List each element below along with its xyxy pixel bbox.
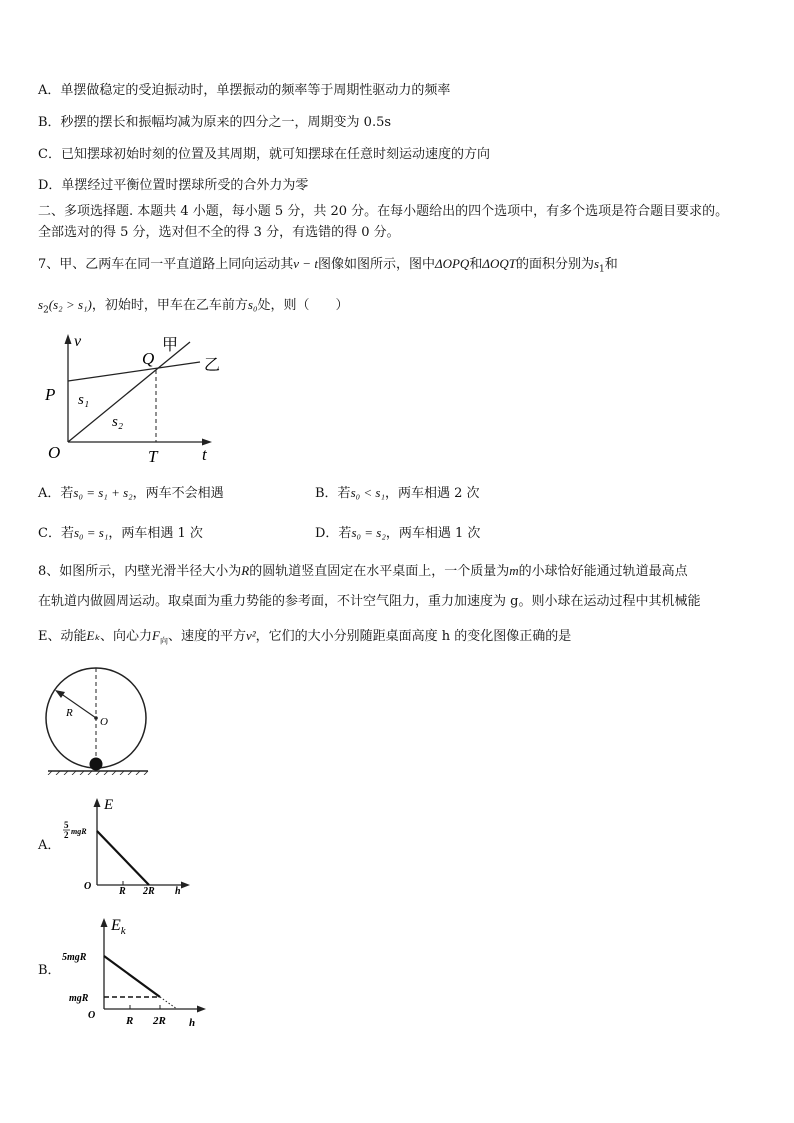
q7-s1-sub: 1 (599, 264, 605, 275)
a-label-2r: 2R (143, 886, 155, 897)
q7-label-t-axis: t (202, 445, 207, 464)
a-label-o: O (84, 881, 92, 892)
q7-option-b-prefix: B．若 (315, 486, 351, 501)
q7-option-b (315, 484, 480, 503)
q8-label-o: O (100, 716, 108, 728)
q7-label-v: v (74, 333, 82, 350)
q7-option-b-math: s₀ < s₁ (350, 485, 385, 500)
q6-option-c: C．已知摆球初始时刻的位置及其周期，就可知摆球在任意时刻运动速度的方向 (38, 147, 490, 162)
q7-option-a-text: ，两车不会相遇 (132, 486, 224, 501)
q8-option-a-graph (60, 793, 200, 897)
q7-s2-sub: 2 (43, 305, 49, 316)
q8-stem-line1 (38, 562, 688, 581)
q8-ball (90, 758, 103, 771)
q7-option-d-prefix: D．若 (315, 526, 352, 541)
q8-f-sub: 向 (159, 636, 168, 646)
q7-option-c (38, 524, 203, 543)
section2-instructions-line2: 全部选对的得 5 分，选对但不全的得 3 分，有选错的得 0 分。 (38, 225, 400, 240)
q6-option-a: A．单摆做稳定的受迫振动时，单摆振动的频率等于周期性驱动力的频率 (38, 83, 451, 98)
q7-label-s2: s₂ (112, 414, 124, 430)
q8-option-b-label: B． (38, 963, 61, 978)
a-ytick-num: 5 (64, 820, 69, 830)
q7-stem-line2 (38, 296, 349, 320)
q7-label-q: Q (142, 349, 155, 368)
q6-option-d: D．单摆经过平衡位置时摆球所受的合外力为零 (38, 178, 309, 193)
q8-stem-line2: 在轨道内做圆周运动。取桌面为重力势能的参考面，不计空气阻力，重力加速度为 g。则小球在运动过程中其机械能 (38, 594, 701, 609)
q7-text-3: 的面积分别为 (515, 257, 594, 272)
a-x-arrow (181, 882, 190, 889)
q7-option-c-text: ，两车相遇 1 次 (108, 526, 203, 541)
q8-text-6: 、速度的平方 (167, 629, 246, 644)
b-y-arrow (101, 918, 108, 927)
q8-ek: Eₖ (86, 628, 100, 643)
section2-instructions-line1: 二、多项选择题. 本题共 4 小题，每小题 5 分，共 20 分。在每小题给出的四个选项中，有多个选项是符合题目要求的。 (38, 204, 729, 219)
q8-option-b-graph (60, 908, 220, 1032)
q7-vt: v − t (293, 256, 318, 271)
q6-option-b: B．秒摆的摆长和振幅均减为原来的四分之一，周期变为 0.5s (38, 115, 392, 130)
q7-label-p: P (45, 385, 56, 404)
q7-label-o: O (48, 443, 61, 462)
q8-center-dot (94, 716, 98, 720)
q7-and: 和 (469, 257, 483, 272)
q8-text-1: 8、如图所示，内壁光滑半径大小为 (38, 564, 242, 579)
a-ytick-den: 2 (64, 830, 69, 840)
q8-option-a-label: A． (38, 838, 61, 853)
q8-stem-line3 (38, 627, 571, 651)
q8-text-7: ，它们的大小分别随距桌面高度 h 的变化图像正确的是 (255, 629, 572, 644)
q7-s1: s (593, 256, 600, 271)
q7-triangle-opq: ΔOPQ (434, 256, 470, 271)
b-label-o: O (88, 1010, 96, 1021)
a-label-e: E (104, 797, 114, 813)
q7-line-yi (68, 362, 200, 381)
q7-text-1: 7、甲、乙两车在同一平直道路上同向运动其 (38, 257, 294, 272)
b-x-arrow (197, 1006, 206, 1013)
q7-option-d (315, 524, 480, 543)
q8-radius-arrowhead (55, 690, 65, 698)
b-graph-line (104, 956, 160, 997)
q7-graph-v-arrow (65, 334, 72, 344)
q7-option-c-math: s₀ = s₁ (73, 525, 109, 540)
q7-s2: s (38, 297, 44, 312)
q7-option-c-prefix: C．若 (38, 526, 74, 541)
q7-label-t-point: T (148, 447, 158, 466)
q7-text-2: 图像如图所示，图中 (317, 257, 435, 272)
q7-label-jia: 甲 (162, 337, 179, 354)
q7-text-6: 处，则（ ） (257, 298, 349, 313)
q7-label-s1: s₁ (78, 392, 90, 408)
q7-vt-graph (40, 328, 230, 468)
b-ytick-5mgr: 5mgR (62, 952, 87, 963)
b-label-2r: 2R (153, 1015, 166, 1027)
q7-label-yi: 乙 (204, 357, 221, 374)
b-ytick-mgr: mgR (69, 993, 89, 1004)
a-label-r: R (119, 886, 126, 897)
q8-label-r: R (66, 707, 73, 719)
q7-option-a-prefix: A．若 (38, 486, 74, 501)
q7-option-d-text: ，两车相遇 1 次 (385, 526, 481, 541)
b-label-ek: $E_k$ (111, 917, 126, 937)
q7-option-a-math: s₀ = s₁ + s₂ (73, 485, 133, 500)
b-dotted-extension (160, 997, 177, 1009)
b-label-h: h (189, 1017, 196, 1029)
q7-option-a (38, 484, 224, 503)
q8-m: m (509, 563, 519, 578)
q7-triangle-oqt: ΔOQT (482, 256, 516, 271)
a-graph-line (97, 831, 149, 885)
q7-s0: s₀ (247, 297, 258, 312)
q8-f: F (152, 628, 160, 643)
a-ytick-mgr: mgR (71, 827, 87, 836)
q8-v2: v² (245, 628, 256, 643)
q7-stem-line1 (38, 255, 618, 279)
q8-text-2: 的圆轨道竖直固定在水平桌面上，一个质量为 (249, 564, 510, 579)
b-label-r: R (126, 1015, 134, 1027)
q8-text-5: 、向心力 (99, 629, 152, 644)
a-y-arrow (94, 798, 101, 807)
q7-text-5: ，初始时，甲车在乙车前方 (91, 298, 248, 313)
q7-option-d-math: s₀ = s₂ (351, 525, 386, 540)
q8-circle-track-diagram (40, 660, 160, 775)
a-label-h: h (175, 886, 181, 897)
q8-r: R (241, 563, 250, 578)
q8-text-4: E、动能 (38, 629, 87, 644)
q7-text-4: 和 (604, 257, 618, 272)
q7-option-b-text: ，两车相遇 2 次 (385, 486, 480, 501)
q7-condition: (s₂ > s₁) (48, 297, 92, 312)
q8-text-3: 的小球恰好能通过轨道最高点 (518, 564, 688, 579)
